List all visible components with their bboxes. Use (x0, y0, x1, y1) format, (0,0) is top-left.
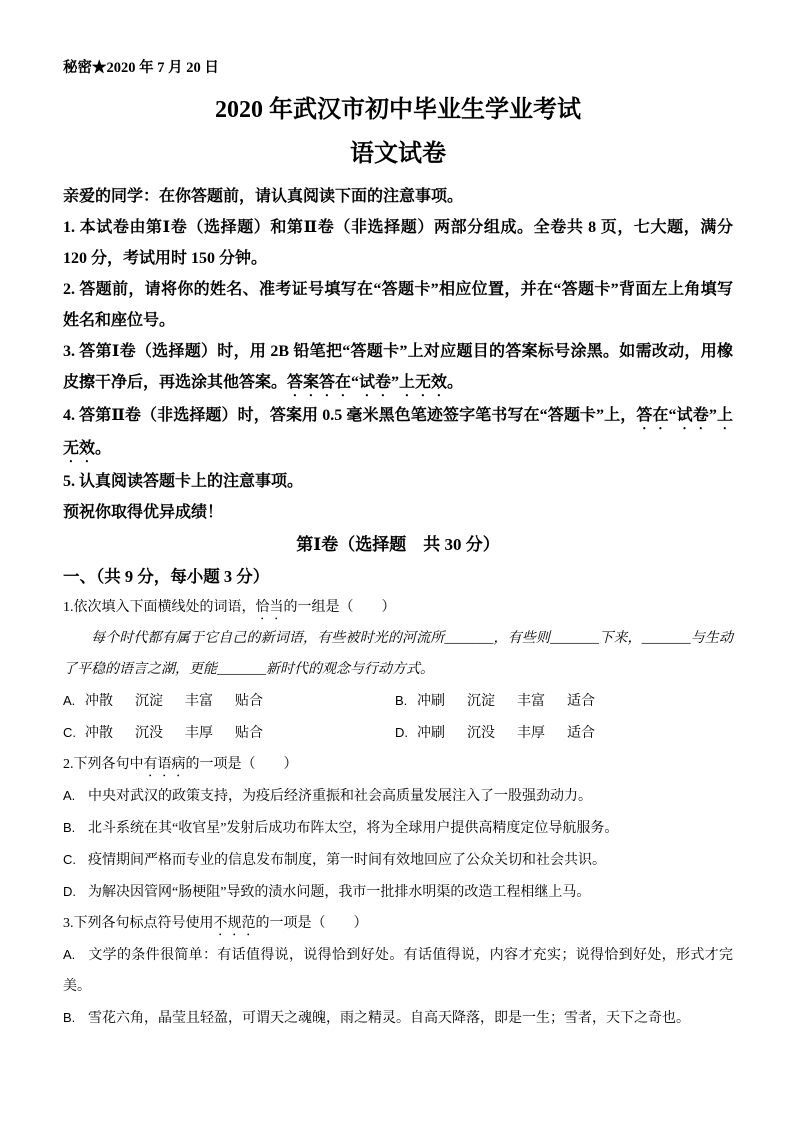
q2-option-a-label: A. (63, 788, 76, 803)
q2-stem-text: 2.下列各句中 (63, 757, 144, 772)
option-word: 冲散 (85, 694, 113, 709)
question-1 (63, 592, 733, 749)
q1-option-a (63, 685, 395, 717)
notice-item-1: 1. 本试卷由第Ⅰ卷（选择题）和第Ⅱ卷（非选择题）两部分组成。全卷共 8 页，七大题，满分 120 分，考试用时 150 分钟。 (63, 219, 733, 267)
q2-option-a (63, 780, 733, 812)
option-word: 沉没 (135, 726, 163, 741)
notice-greeting: 亲爱的同学：在你答题前，请认真阅读下面的注意事项。 (63, 188, 464, 205)
q3-option-a-label: A. (63, 947, 76, 962)
q3-option-b (63, 1002, 733, 1034)
option-word: 丰厚 (517, 726, 545, 741)
q2-option-c (63, 844, 733, 876)
notice-closing: 预祝你取得优异成绩！ (63, 504, 224, 521)
question-2 (63, 749, 733, 908)
q2-option-d (63, 876, 733, 908)
option-word: 冲刷 (417, 726, 445, 741)
q1-options-grid (63, 685, 733, 749)
q2-option-d-label: D. (63, 884, 76, 899)
option-word: 适合 (567, 694, 595, 709)
q3-option-a (63, 939, 733, 1002)
q1-option-c-label: C. (63, 725, 76, 740)
q1-option-c (63, 717, 395, 749)
q3-option-a-text: 文学的条件很简单：有话值得说，说得恰到好处。有话值得说，内容才充实；说得恰到好处，形式才完美。 (63, 948, 733, 994)
q1-passage: 每个时代都有属于它自己的新词语，有些被时光的河流所_______，有些则_______下来，_______与生动了平稳的语言之湖，更能_______新时代的观念与行动方式。 (63, 631, 733, 677)
notice-item-3 (63, 336, 733, 400)
notice-item-2: 2. 答题前，请将你的姓名、准考证号填写在“答题卡”相应位置，并在“答题卡”背面左上角填写姓名和座位号。 (63, 281, 733, 329)
q1-option-d (395, 717, 733, 749)
question-2-stem (63, 749, 733, 780)
q2-option-b (63, 812, 733, 844)
notice-item-3-text: 3. 答第Ⅰ卷（选择题）时，用 2B 铅笔把“答题卡”上对应题目的答案标号涂黑。如需改动，用橡皮擦干净后，再选涂其他答案。 (63, 343, 733, 391)
option-word: 冲刷 (417, 694, 445, 709)
part1-header: 一、（共 9 分，每小题 3 分） (63, 567, 270, 586)
question-3-stem (63, 908, 733, 939)
q2-option-b-text: 北斗系统在其“收官星”发射后成功布阵太空，将为全球用户提供高精度定位导航服务。 (88, 821, 619, 836)
q2-option-b-label: B. (63, 820, 76, 835)
notice-item-4 (63, 400, 733, 466)
q2-option-c-label: C. (63, 852, 76, 867)
q2-option-c-text: 疫情期间严格而专业的信息发布制度，第一时间有效地回应了公众关切和社会共识。 (88, 853, 606, 868)
option-word: 沉淀 (467, 694, 495, 709)
classification-line: 秘密★2020 年 7 月 20 日 (63, 60, 219, 76)
q3-stem-text: 3.下列各句标点符号使用 (63, 916, 214, 931)
q1-stem-text: 1.依次填入下面横线处的词语， (63, 600, 256, 615)
questions-block (63, 592, 733, 1034)
option-word: 贴合 (235, 726, 263, 741)
option-word: 丰富 (185, 694, 213, 709)
option-word: 冲散 (85, 726, 113, 741)
q1-option-d-label: D. (395, 725, 408, 740)
exam-subtitle: 语文试卷 (350, 141, 446, 167)
q1-option-b-label: B. (395, 693, 408, 708)
q2-stem-emphasized-text: 有语病 (143, 757, 186, 772)
option-word: 沉没 (467, 726, 495, 741)
q1-stem-emphasized-text: 恰当 (255, 600, 284, 615)
notice-item-3-emphasized-text: 答案答在“试卷”上无效。 (287, 374, 464, 391)
exam-title: 2020 年武汉市初中毕业生学业考试 (215, 97, 581, 123)
q1-option-a-label: A. (63, 693, 76, 708)
option-word: 适合 (567, 726, 595, 741)
notice-item-5: 5. 认真阅读答题卡上的注意事项。 (63, 473, 304, 490)
q2-option-a-text: 中央对武汉的政策支持，为疫后经济重振和社会高质量发展注入了一股强劲动力。 (88, 789, 592, 804)
notice-item-4-emphasized-text: 答在“试卷”上无效。 (63, 407, 733, 457)
q3-option-b-text: 雪花六角，晶莹且轻盈，可谓天之魂魄，雨之精灵。自高天降落，即是一生；雪者，天下之奇也。 (88, 1011, 690, 1026)
option-word: 贴合 (235, 694, 263, 709)
q1-option-b (395, 685, 733, 717)
q3-stem-emphasized-text: 不规范 (213, 916, 256, 931)
q3-option-b-label: B. (63, 1010, 76, 1025)
q3-stem-tail: 的一项是（ ） (255, 916, 368, 931)
option-word: 丰富 (517, 694, 545, 709)
q1-stem-tail: 的一组是（ ） (283, 600, 396, 615)
option-word: 丰厚 (185, 726, 213, 741)
q2-stem-tail: 的一项是（ ） (185, 757, 298, 772)
notice-item-4-text: 4. 答第Ⅱ卷（非选择题）时，答案用 0.5 毫米黑色笔迹签字笔书写在“答题卡”上， (63, 407, 637, 424)
option-word: 沉淀 (135, 694, 163, 709)
q2-option-d-text: 为解决因管网“肠梗阻”导致的渍水问题，我市一批排水明渠的改造工程相继上马。 (88, 885, 591, 900)
section1-header: 第Ⅰ卷（选择题 共 30 分） (296, 535, 500, 554)
question-3 (63, 908, 733, 1034)
notice-block (63, 181, 733, 528)
question-1-stem (63, 592, 733, 623)
